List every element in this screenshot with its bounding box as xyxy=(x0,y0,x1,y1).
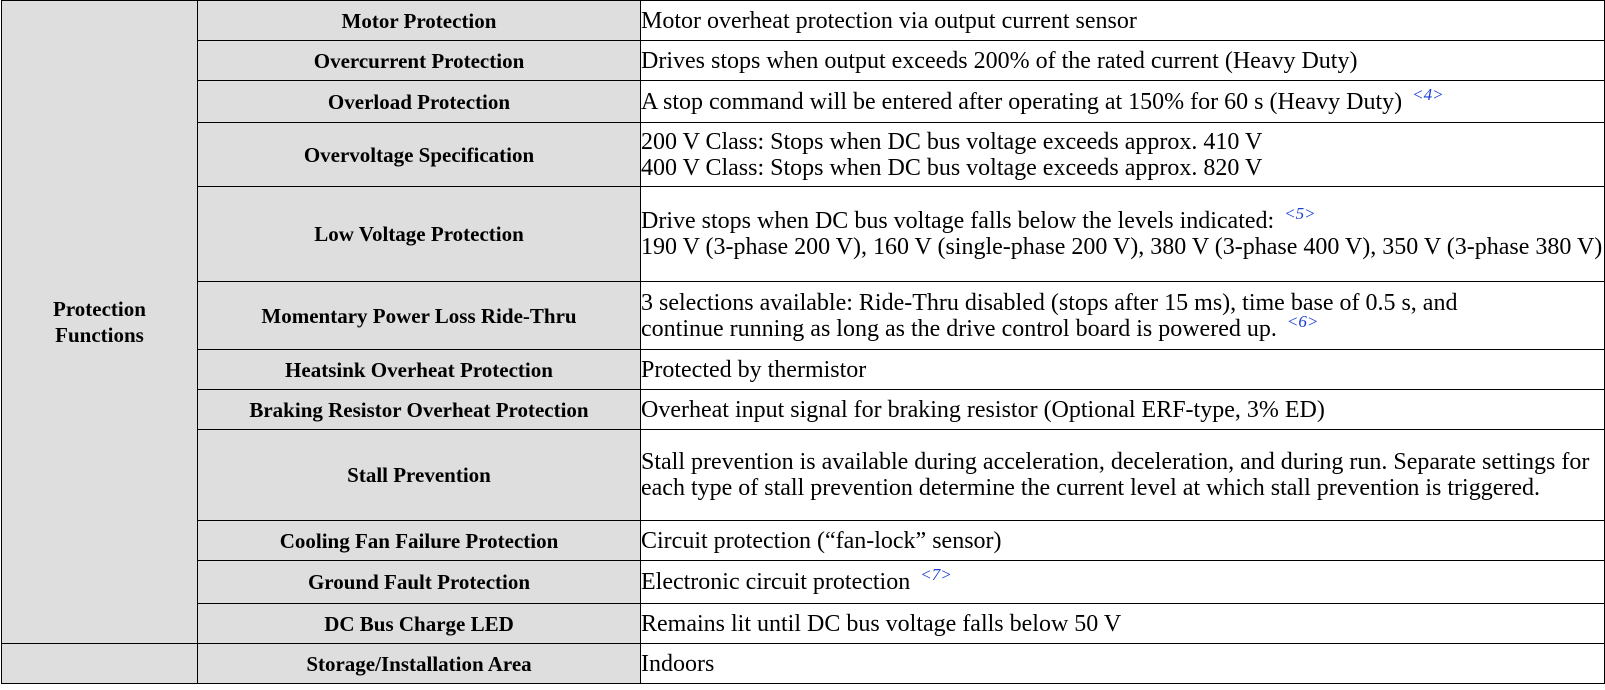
value-line: Drive stops when DC bus voltage falls below the levels indicated: $^{<5>}$ xyxy=(641,204,1316,234)
table-row xyxy=(2,41,1605,81)
row-label: Motor Protection xyxy=(198,1,641,41)
row-label: Storage/Installation Area xyxy=(198,644,641,684)
next-group-cell xyxy=(2,644,198,684)
footnote-reference-link[interactable]: <4> xyxy=(1412,84,1444,104)
row-value xyxy=(641,390,1605,430)
row-value xyxy=(641,604,1605,644)
value-line: Overheat input signal for braking resistor (Optional ERF-type, 3% ED) xyxy=(641,396,1325,423)
row-label: Heatsink Overheat Protection xyxy=(198,350,641,390)
row-value xyxy=(641,430,1605,521)
value-line: 400 V Class: Stops when DC bus voltage exceeds approx. 820 V xyxy=(641,154,1263,181)
group-label-line1: Protection xyxy=(53,297,146,321)
footnote-reference-link[interactable]: <5> xyxy=(1284,204,1316,223)
value-line: 200 V Class: Stops when DC bus voltage exceeds approx. 410 V xyxy=(641,128,1263,155)
table-row xyxy=(2,123,1605,187)
row-value xyxy=(641,41,1605,81)
row-label: Overvoltage Specification xyxy=(198,123,641,187)
row-value xyxy=(641,123,1605,187)
value-line: A stop command will be entered after operating at 150% for 60 s (Heavy Duty) $^{<4>}$ xyxy=(641,84,1444,115)
table-row xyxy=(2,187,1605,282)
value-line: Electronic circuit protection $^{<7>}$ xyxy=(641,565,952,595)
value-line: continue running as long as the drive control board is powered up. $^{<6>}$ xyxy=(641,311,1319,342)
table-row xyxy=(2,1,1605,41)
group-label-line2: Functions xyxy=(55,323,144,347)
row-label: Braking Resistor Overheat Protection xyxy=(198,390,641,430)
row-label: Momentary Power Loss Ride-Thru xyxy=(198,282,641,350)
table-row xyxy=(2,561,1605,604)
row-label: Overcurrent Protection xyxy=(198,41,641,81)
footnote-reference-link[interactable]: <7> xyxy=(920,565,952,584)
row-label: Low Voltage Protection xyxy=(198,187,641,282)
protection-functions-group-cell xyxy=(2,1,198,644)
value-line: Circuit protection (“fan-lock” sensor) xyxy=(641,527,1002,554)
table-row xyxy=(2,521,1605,561)
value-line: Protected by thermistor xyxy=(641,356,867,383)
value-line: Drives stops when output exceeds 200% of the rated current (Heavy Duty) xyxy=(641,47,1358,74)
row-value xyxy=(641,282,1605,350)
row-value xyxy=(641,1,1605,41)
row-value xyxy=(641,644,1605,684)
value-line: Motor overheat protection via output current sensor xyxy=(641,7,1137,34)
table-row xyxy=(2,350,1605,390)
table-row xyxy=(2,282,1605,350)
row-value xyxy=(641,521,1605,561)
row-label: DC Bus Charge LED xyxy=(198,604,641,644)
table-row xyxy=(2,604,1605,644)
table-row xyxy=(2,644,1605,684)
table-row xyxy=(2,390,1605,430)
value-line: Remains lit until DC bus voltage falls below 50 V xyxy=(641,610,1122,637)
value-line: 190 V (3-phase 200 V), 160 V (single-phase 200 V), 380 V (3-phase 400 V), 350 V (3-phase 380 V) xyxy=(641,234,1603,260)
value-line: Indoors xyxy=(641,650,715,677)
footnote-reference-link[interactable]: <6> xyxy=(1286,311,1319,331)
table-row xyxy=(2,430,1605,521)
value-line: Stall prevention is available during acceleration, deceleration, and during run. Separate settings for each type of stall prevention determine the current level at which stall prevention is triggered. xyxy=(641,449,1590,501)
row-label: Cooling Fan Failure Protection xyxy=(198,521,641,561)
specifications-table xyxy=(1,0,1605,684)
row-label: Ground Fault Protection xyxy=(198,561,641,604)
row-value xyxy=(641,350,1605,390)
value-line: 3 selections available: Ride-Thru disabled (stops after 15 ms), time base of 0.5 s, and xyxy=(641,289,1458,316)
row-value xyxy=(641,187,1605,282)
row-label: Stall Prevention xyxy=(198,430,641,521)
row-value xyxy=(641,81,1605,123)
row-label: Overload Protection xyxy=(198,81,641,123)
row-value xyxy=(641,561,1605,604)
table-row xyxy=(2,81,1605,123)
